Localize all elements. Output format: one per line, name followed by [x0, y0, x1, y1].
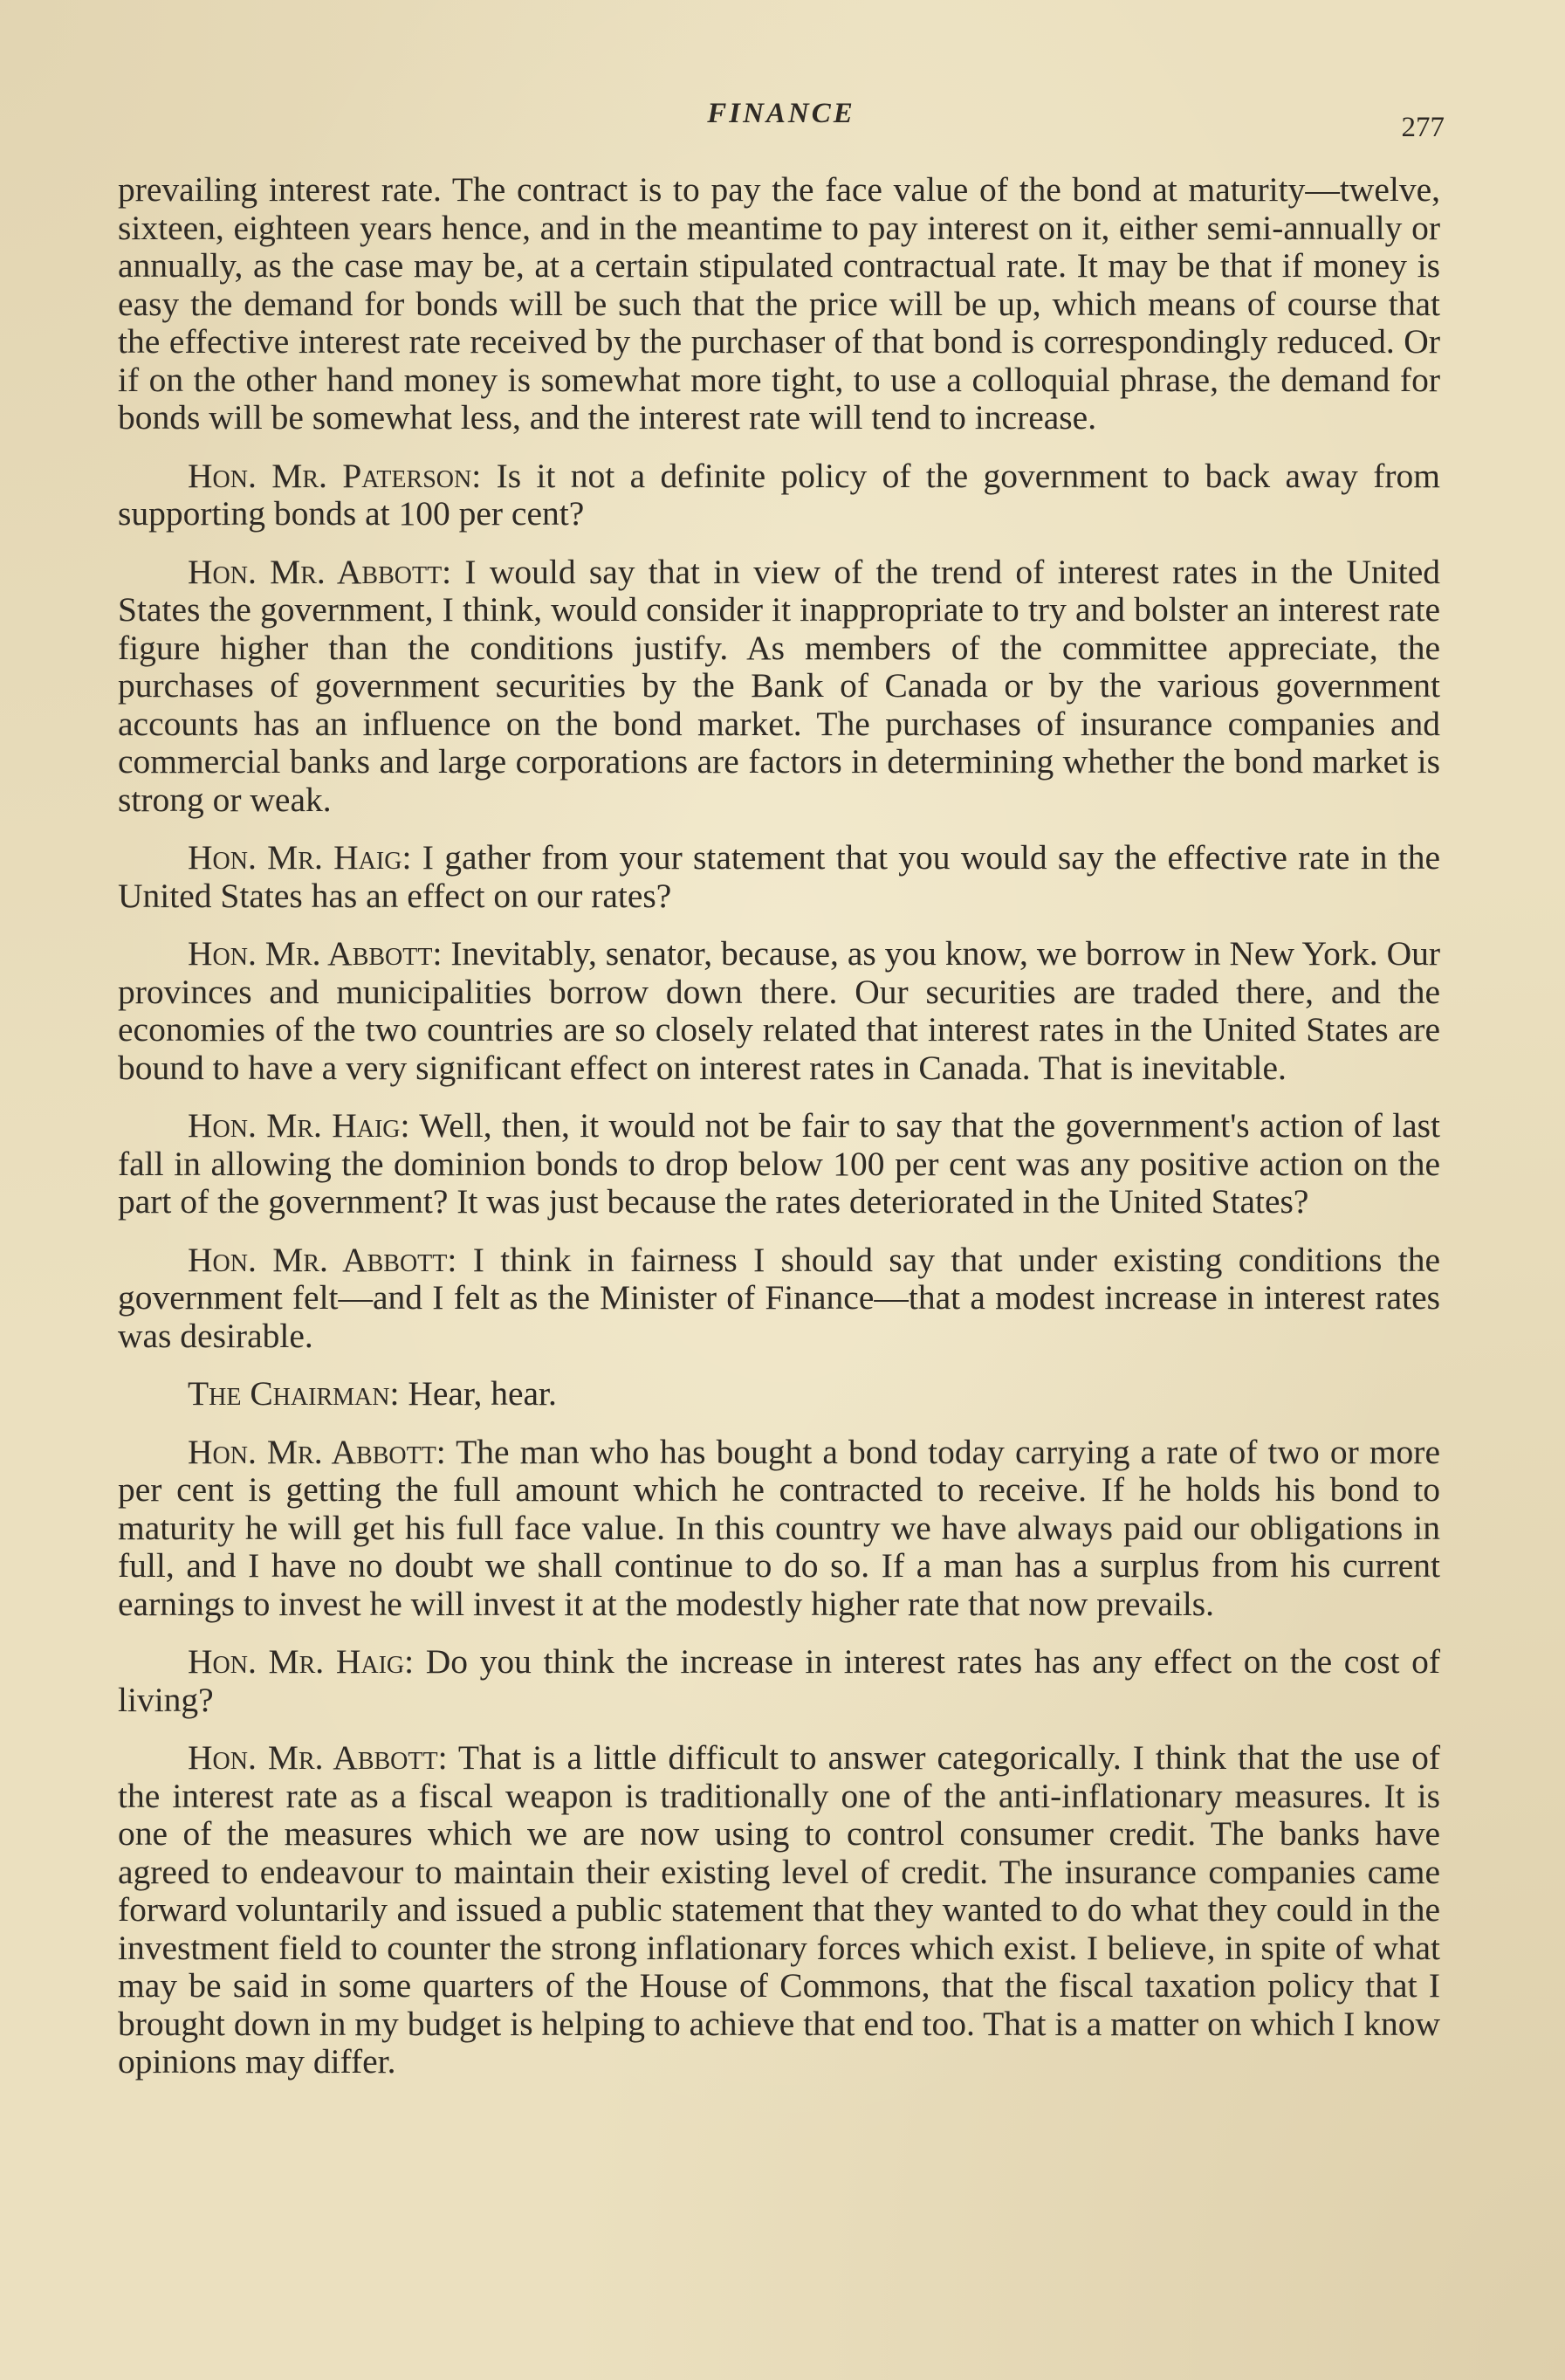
- paragraph-chairman: [118, 1375, 1440, 1414]
- paragraph-haig: [118, 1643, 1440, 1719]
- speaker-name: Hon. Mr. Paterson:: [188, 456, 482, 495]
- paragraph-haig: [118, 839, 1440, 915]
- paragraph-abbott: [118, 935, 1440, 1087]
- paragraph-text: Well, then, it would not be fair to say that the government's action of last fall in allowing the dominion bonds to drop below 100 per cent was any positive action on the part of the government? It was just because the rates deteriorated in the United States?: [118, 1106, 1441, 1221]
- speaker-name: Hon. Mr. Abbott:: [188, 1240, 457, 1279]
- running-title: FINANCE: [707, 98, 855, 129]
- paragraph-paterson: [118, 457, 1440, 533]
- speaker-name: Hon. Mr. Abbott:: [188, 552, 452, 591]
- body-text: [118, 171, 1440, 2081]
- paragraph-abbott: [118, 1434, 1440, 1624]
- speaker-name: Hon. Mr. Abbott:: [188, 934, 443, 973]
- paragraph-haig: [118, 1107, 1440, 1221]
- paragraph-abbott: [118, 1739, 1440, 2081]
- paragraph-abbott: [118, 1242, 1440, 1356]
- paragraph-text: Is it not a definite policy of the government to back away from supporting bonds at 100 per cent?: [118, 456, 1440, 533]
- paragraph-continuation: [118, 171, 1440, 437]
- speaker-name: Hon. Mr. Abbott:: [188, 1738, 448, 1777]
- paragraph-text: Do you think the increase in interest rates has any effect on the cost of living?: [118, 1642, 1440, 1719]
- paragraph-abbott: [118, 554, 1440, 820]
- paragraph-text: prevailing interest rate. The contract is to pay the face value of the bond at maturity—twelve, sixteen, eighteen years hence, and in the meantime to pay interest on it, either semi-annually or annually, as the case may be, at a certain stipulated contractual rate. It may be that if money is easy the demand for bonds will be such that the price will be up, which means of course that the effective interest rate received by the purchaser of that bond is correspondingly reduced. Or if on the other hand money is somewhat more tight, to use a colloquial phrase, the demand for bonds will be somewhat less, and the interest rate will tend to increase.: [118, 170, 1440, 437]
- speaker-name: Hon. Mr. Haig:: [188, 1642, 415, 1681]
- speaker-name: Hon. Mr. Haig:: [188, 838, 412, 877]
- speaker-name: The Chairman:: [188, 1374, 400, 1413]
- paragraph-text: Inevitably, senator, because, as you know, we borrow in New York. Our provinces and municipalities borrow down there. Our securities are traded there, and the economies of the two countries are so closely related that interest rates in the United States are bound to have a very significant effect on interest rates in Canada. That is inevitable.: [118, 934, 1440, 1087]
- paragraph-text: I would say that in view of the trend of interest rates in the United States the government, I think, would consider it inappropriate to try and bolster an interest rate figure higher than the conditions justify. As members of the committee appreciate, the purchases of government securities by the Bank of Canada or by the various government accounts has an influence on the bond market. The purchases of insurance companies and commercial banks and large corporations are factors in determining whether the bond market is strong or weak.: [118, 552, 1440, 819]
- running-header: [118, 98, 1445, 150]
- paragraph-text: I gather from your statement that you would say the effective rate in the United States has an effect on our rates?: [118, 838, 1440, 915]
- paragraph-text: The man who has bought a bond today carrying a rate of two or more per cent is getting the full amount which he contracted to receive. If he holds his bond to maturity he will get his full face value. In this country we have always paid our obligations in full, and I have no doubt we shall continue to do so. If a man has a surplus from his current earnings to invest he will invest it at the modestly higher rate that now prevails.: [118, 1432, 1440, 1623]
- paragraph-text: I think in fairness I should say that under existing conditions the government felt—and I felt as the Minister of Finance—that a modest increase in interest rates was desirable.: [118, 1240, 1440, 1355]
- paragraph-text: Hear, hear.: [399, 1374, 557, 1413]
- speaker-name: Hon. Mr. Haig:: [188, 1106, 410, 1145]
- speaker-name: Hon. Mr. Abbott:: [188, 1432, 446, 1471]
- page-number: 277: [1401, 112, 1445, 143]
- paragraph-text: That is a little difficult to answer categorically. I think that the use of the interest rate as a fiscal weapon is traditionally one of the anti-inflationary measures. It is one of the measures which we are now using to control consumer credit. The banks have agreed to endeavour to maintain their existing level of credit. The insurance companies came forward voluntarily and issued a public statement that they wanted to do what they could in the investment field to counter the strong inflationary forces which exist. I believe, in spite of what may be said in some quarters of the House of Commons, that the fiscal taxation policy that I brought down in my budget is helping to achieve that end too. That is a matter on which I know opinions may differ.: [118, 1738, 1440, 2081]
